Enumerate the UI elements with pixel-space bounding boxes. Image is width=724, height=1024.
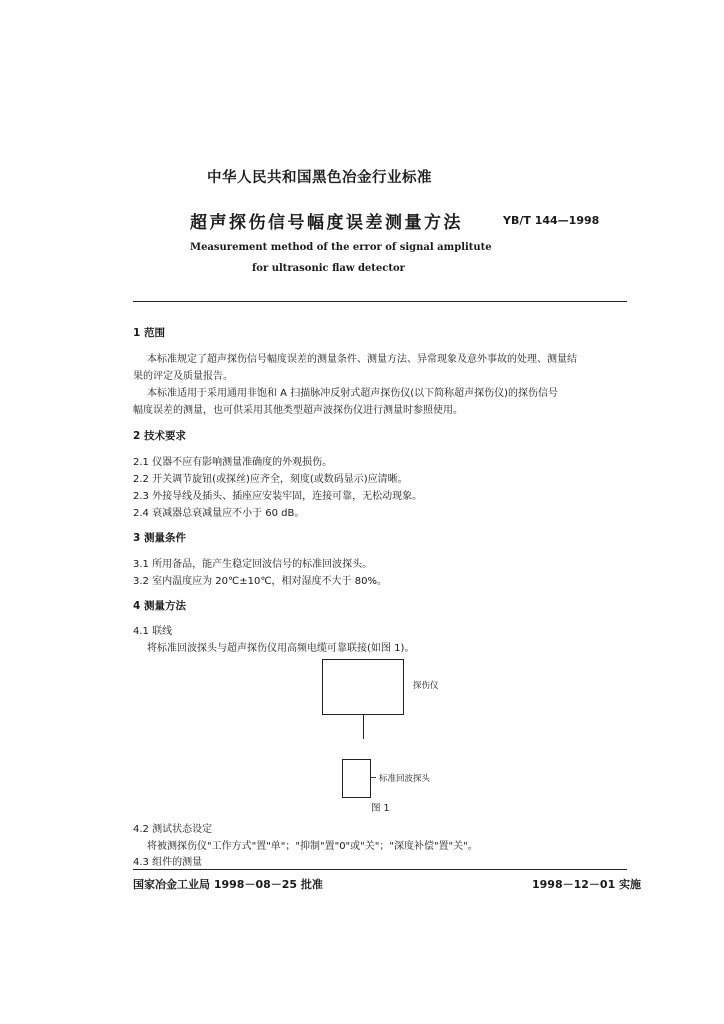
- section-3-item: 3.1 所用备品，能产生稳定回波信号的标准回波探头。: [133, 559, 373, 570]
- header-divider: [133, 301, 627, 302]
- figure-caption: 图 1: [371, 803, 390, 814]
- section-1-para1-line1: 本标准规定了超声探伤信号幅度误差的测量条件、测量方法、异常现象及意外事故的处理、测量结: [147, 354, 577, 365]
- section-2-item: 2.3 外接导线及插头、插座应安装牢固，连接可靠，无松动现象。: [133, 491, 423, 502]
- standard-code: YB/T 144—1998: [503, 214, 600, 227]
- section-4-2-text: 将被测探伤仪"工作方式"置"单"；"抑制"置"0"或"关"；"深度补偿"置"关"。: [147, 841, 478, 852]
- section-4-1-text: 将标准回波探头与超声探伤仪用高频电缆可靠联接(如图 1)。: [147, 643, 415, 654]
- industry-standard-title: 中华人民共和国黑色冶金行业标准: [207, 170, 432, 186]
- figure-device-label: 探伤仪: [413, 681, 439, 691]
- section-1-para2-line2: 幅度误差的测量，也可供采用其他类型超声波探伤仪进行测量时参照使用。: [133, 405, 463, 416]
- section-3-heading: 3 测量条件: [133, 532, 186, 544]
- figure-cable-line: [363, 714, 364, 739]
- section-4-3-heading: 4.3 组件的测量: [133, 857, 203, 868]
- section-3-item: 3.2 室内温度应为 20℃±10℃，相对湿度不大于 80%。: [133, 576, 387, 587]
- section-1-para1-line2: 果的评定及质量报告。: [133, 371, 233, 382]
- figure-probe-leader: [370, 777, 376, 778]
- implementation-date: 1998－12－01 实施: [532, 878, 642, 891]
- figure-probe-label: 标准回波探头: [379, 774, 431, 784]
- section-2-item: 2.1 仪器不应有影响测量准确度的外观损伤。: [133, 457, 333, 468]
- section-2-heading: 2 技术要求: [133, 430, 186, 442]
- document-title-cn: 超声探伤信号幅度误差测量方法: [190, 213, 463, 233]
- document-title-en-line2: for ultrasonic flaw detector: [252, 263, 405, 274]
- section-1-para2-line1: 本标准适用于采用通用非饱和 A 扫描脉冲反射式超声探伤仪(以下简称超声探伤仪)的探伤信号: [147, 388, 559, 399]
- approval-line: 国家冶金工业局 1998－08－25 批准: [133, 878, 323, 891]
- section-4-heading: 4 测量方法: [133, 600, 186, 612]
- footer-divider: [133, 869, 627, 870]
- section-1-heading: 1 范围: [133, 327, 165, 339]
- figure-probe-box: [342, 759, 371, 798]
- section-2-item: 2.2 开关调节旋钮(或探丝)应齐全，刻度(或数码显示)应清晰。: [133, 474, 408, 485]
- section-4-2-heading: 4.2 测试状态设定: [133, 824, 213, 835]
- section-4-1-heading: 4.1 联线: [133, 626, 173, 637]
- document-title-en-line1: Measurement method of the error of signal amplitute: [190, 242, 492, 253]
- figure-device-box: [322, 659, 404, 715]
- section-2-item: 2.4 衰减器总衰减量应不小于 60 dB。: [133, 508, 305, 519]
